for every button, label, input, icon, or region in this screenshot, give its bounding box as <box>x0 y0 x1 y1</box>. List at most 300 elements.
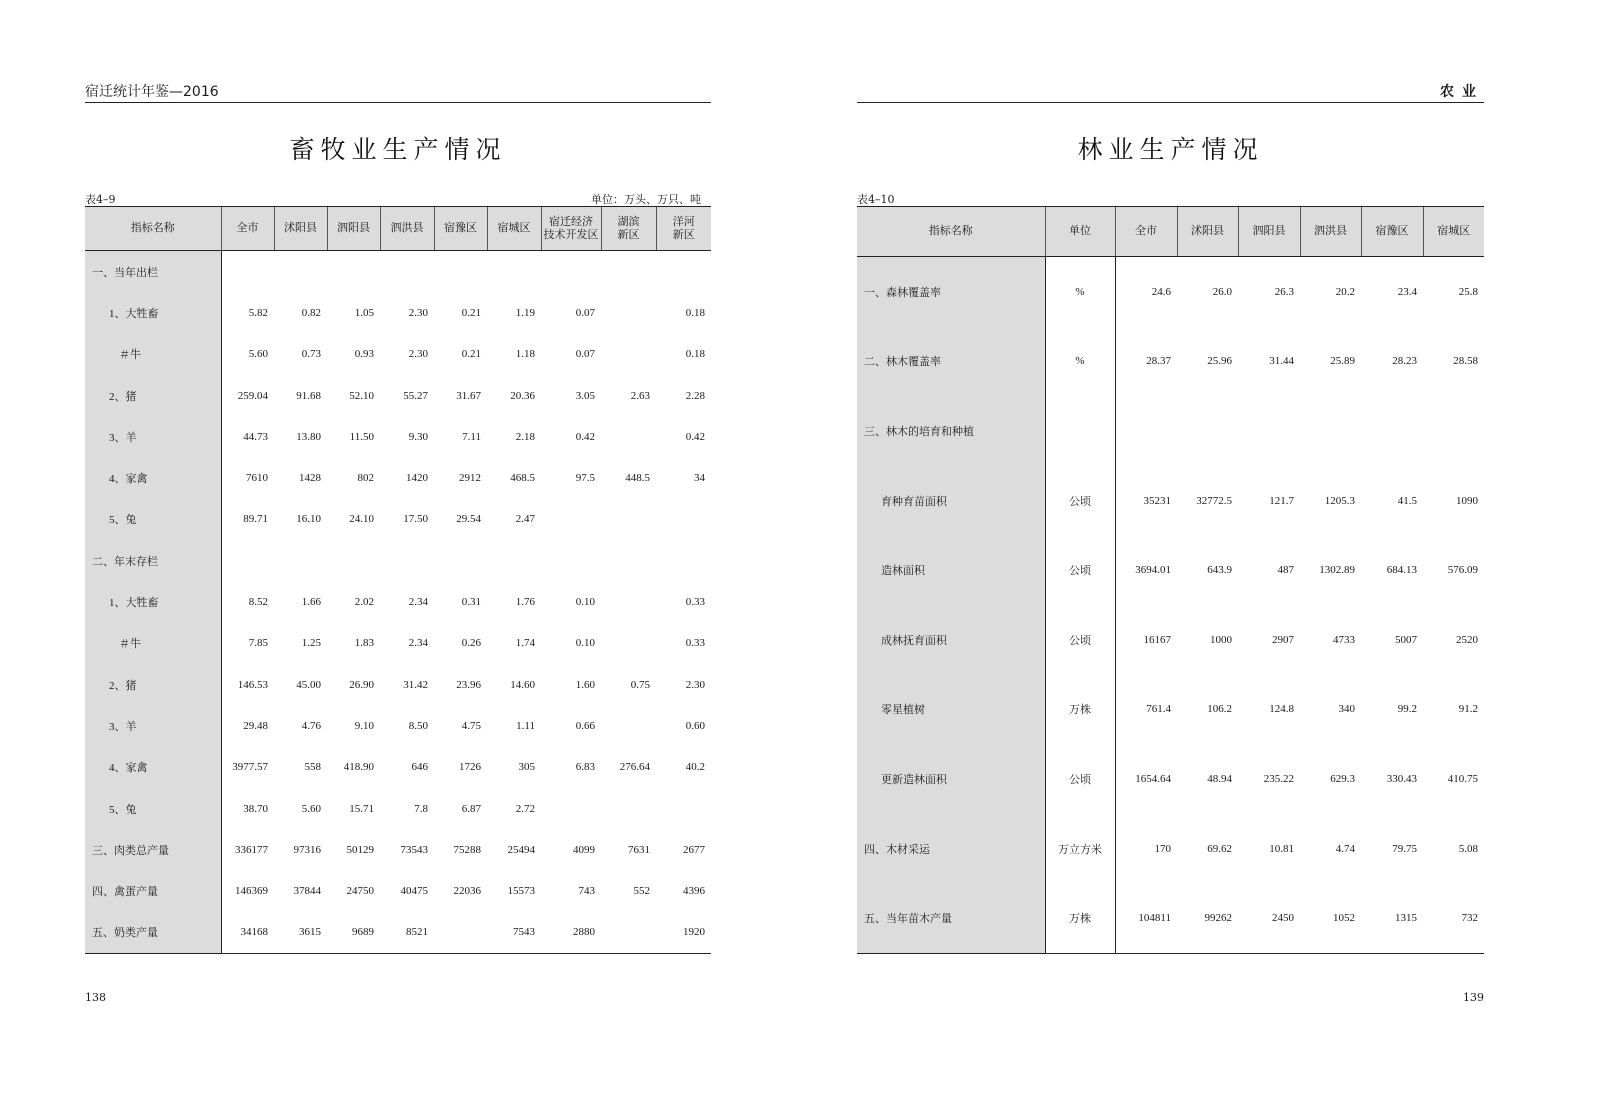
table-cell: 1.60 <box>575 678 595 691</box>
table-cell: 558 <box>304 761 321 774</box>
table-cell: 48.94 <box>1207 772 1232 785</box>
table-cell: 104811 <box>1138 912 1171 925</box>
column-header: 泗洪县 <box>380 207 434 251</box>
table-cell: 0.07 <box>575 348 595 361</box>
table-cell <box>487 540 541 581</box>
table-cell: 743 <box>578 885 595 898</box>
table-cell <box>1361 396 1423 466</box>
table-row <box>857 605 1484 675</box>
row-unit: % <box>1045 327 1115 397</box>
table-cell <box>541 251 601 292</box>
table-cell: 124.8 <box>1269 703 1294 716</box>
table-cell: 2.30 <box>685 678 705 691</box>
table-cell: 1.11 <box>516 719 535 732</box>
column-header: 宿豫区 <box>1361 207 1423 257</box>
table-cell: 3.05 <box>575 389 595 402</box>
table-cell: 41.5 <box>1397 494 1417 507</box>
table-cell: 7543 <box>513 926 535 939</box>
table-cell: 31.42 <box>403 678 428 691</box>
table-cell: 20.2 <box>1335 285 1355 298</box>
table-cell: 2.34 <box>408 596 428 609</box>
table-cell: 7631 <box>628 843 650 856</box>
table-cell: 73543 <box>400 843 428 856</box>
livestock-table <box>85 206 711 954</box>
table-cell <box>221 540 274 581</box>
table-cell: 24.6 <box>1151 285 1171 298</box>
table-cell: 55.27 <box>403 389 428 402</box>
table-row <box>85 292 711 333</box>
table-cell: 69.62 <box>1207 842 1232 855</box>
row-label: 4、家禽 <box>85 747 221 788</box>
table-cell: 25.8 <box>1458 285 1478 298</box>
forestry-table <box>857 206 1484 954</box>
table-cell: 97316 <box>293 843 321 856</box>
table-cell: 23.4 <box>1397 285 1417 298</box>
table-cell: 29.54 <box>456 513 481 526</box>
table-cell: 38.70 <box>243 802 268 815</box>
table-cell: 91.2 <box>1458 703 1478 716</box>
table-cell: 2.34 <box>408 637 428 650</box>
table-cell: 28.37 <box>1146 355 1171 368</box>
table-row <box>85 499 711 540</box>
table-cell: 9.10 <box>354 719 374 732</box>
page-number-left: 138 <box>85 991 106 1004</box>
row-label: 3、羊 <box>85 705 221 746</box>
table-cell: 5.60 <box>248 348 268 361</box>
table-cell: 2.18 <box>515 430 535 443</box>
row-label: ＃牛 <box>85 334 221 375</box>
table-cell: 75288 <box>453 843 481 856</box>
row-label: 更新造林面积 <box>857 744 1045 814</box>
table-cell: 7.11 <box>462 430 481 443</box>
table-cell: 44.73 <box>243 430 268 443</box>
table-cell: 1205.3 <box>1324 494 1355 507</box>
table-cell: 24750 <box>346 885 374 898</box>
column-header: 指标名称 <box>857 207 1045 257</box>
table-cell: 646 <box>411 761 428 774</box>
table-cell: 121.7 <box>1269 494 1294 507</box>
table-cell: 2450 <box>1272 912 1294 925</box>
left-page <box>85 0 711 1071</box>
table-cell <box>327 540 380 581</box>
table-cell: 468.5 <box>510 472 535 485</box>
table-cell: 20.36 <box>510 389 535 402</box>
table-cell: 35231 <box>1143 494 1171 507</box>
row-label: 零星植树 <box>857 675 1045 745</box>
table-cell: 305 <box>518 761 535 774</box>
row-label: 3、羊 <box>85 416 221 457</box>
table-cell: 1.05 <box>354 306 374 319</box>
table-cell: 15573 <box>507 885 535 898</box>
table-cell: 170 <box>1154 842 1171 855</box>
table-cell: 10.81 <box>1269 842 1294 855</box>
table-cell: 99262 <box>1204 912 1232 925</box>
table-cell: 3977.57 <box>232 761 268 774</box>
table-cell: 26.0 <box>1212 285 1232 298</box>
row-label: 4、家禽 <box>85 457 221 498</box>
table-number: 表4–10 <box>857 193 895 206</box>
table-cell: 4.75 <box>461 719 481 732</box>
table-cell: 40.2 <box>685 761 705 774</box>
row-label: 育种育苗面积 <box>857 466 1045 536</box>
table-cell <box>434 540 487 581</box>
row-unit: 公顷 <box>1045 535 1115 605</box>
table-cell: 1726 <box>459 761 481 774</box>
table-cell: 32772.5 <box>1196 494 1232 507</box>
table-cell <box>434 912 487 953</box>
table-cell: 0.07 <box>575 306 595 319</box>
table-row <box>85 457 711 498</box>
table-cell: 8.52 <box>248 596 268 609</box>
table-cell: 8521 <box>406 926 428 939</box>
row-label: 二、年末存栏 <box>85 540 221 581</box>
table-row <box>857 744 1484 814</box>
table-cell: 146.53 <box>237 678 268 691</box>
table-cell <box>327 251 380 292</box>
table-cell <box>380 251 434 292</box>
row-unit: 公顷 <box>1045 605 1115 675</box>
table-cell: 2.72 <box>515 802 535 815</box>
table-cell: 1920 <box>683 926 705 939</box>
table-cell: 26.3 <box>1274 285 1294 298</box>
row-unit: 万株 <box>1045 883 1115 953</box>
table-cell: 0.82 <box>301 306 321 319</box>
table-cell: 91.68 <box>296 389 321 402</box>
column-header: 泗阳县 <box>327 207 380 251</box>
table-cell: 3694.01 <box>1135 564 1171 577</box>
column-header: 泗洪县 <box>1300 207 1361 257</box>
table-cell: 31.44 <box>1269 355 1294 368</box>
table-row <box>857 883 1484 953</box>
row-label: 成林抚育面积 <box>857 605 1045 675</box>
column-header: 全市 <box>1115 207 1177 257</box>
table-row <box>85 664 711 705</box>
table-cell <box>656 788 711 829</box>
table-cell: 4.76 <box>301 719 321 732</box>
table-cell: 6.87 <box>461 802 481 815</box>
table-cell: 5007 <box>1395 633 1417 646</box>
table-cell: 487 <box>1277 564 1294 577</box>
table-cell: 17.50 <box>403 513 428 526</box>
table-row <box>857 535 1484 605</box>
table-cell: 276.64 <box>619 761 650 774</box>
table-row <box>85 375 711 416</box>
table-cell: 410.75 <box>1447 772 1478 785</box>
running-head-left: 宿迁统计年鉴—2016 <box>85 82 711 103</box>
table-cell: 4.74 <box>1335 842 1355 855</box>
table-row <box>85 334 711 375</box>
table-cell: 40475 <box>400 885 428 898</box>
page-number-right: 139 <box>1463 991 1484 1004</box>
table-cell: 23.96 <box>456 678 481 691</box>
table-cell: 0.21 <box>461 306 481 319</box>
row-label: 二、林木覆盖率 <box>857 327 1045 397</box>
table-cell: 1428 <box>299 472 321 485</box>
table-cell: 643.9 <box>1207 564 1232 577</box>
table-row <box>85 581 711 622</box>
table-cell <box>656 251 711 292</box>
table-cell: 0.75 <box>630 678 650 691</box>
table-cell: 16167 <box>1143 633 1171 646</box>
table-cell <box>601 499 656 540</box>
table-cell: 9.30 <box>408 430 428 443</box>
table-cell <box>1300 396 1361 466</box>
table-cell: 1.25 <box>301 637 321 650</box>
table-cell: 0.10 <box>575 596 595 609</box>
table-cell: 7610 <box>246 472 268 485</box>
table-cell: 0.18 <box>685 348 705 361</box>
table-cell <box>601 334 656 375</box>
table-cell: 13.80 <box>296 430 321 443</box>
row-label: 造林面积 <box>857 535 1045 605</box>
table-cell <box>601 581 656 622</box>
table-cell <box>601 623 656 664</box>
table-cell: 14.60 <box>510 678 535 691</box>
table-row <box>857 675 1484 745</box>
table-row <box>85 416 711 457</box>
right-page <box>857 0 1484 1071</box>
table-cell <box>1238 396 1300 466</box>
table-row <box>857 466 1484 536</box>
table-cell: 45.00 <box>296 678 321 691</box>
table-cell: 2.63 <box>630 389 650 402</box>
row-label: 五、奶类产量 <box>85 912 221 953</box>
table-cell: 1.66 <box>301 596 321 609</box>
table-cell: 0.33 <box>685 596 705 609</box>
table-cell: 1052 <box>1333 912 1355 925</box>
table-cell: 25.96 <box>1207 355 1232 368</box>
table-cell: 25.89 <box>1330 355 1355 368</box>
table-cell <box>1177 396 1238 466</box>
table-cell <box>601 788 656 829</box>
table-cell: 5.82 <box>248 306 268 319</box>
row-label: 5、兔 <box>85 788 221 829</box>
row-unit: 万株 <box>1045 675 1115 745</box>
column-header: 全市 <box>221 207 274 251</box>
table-row <box>85 788 711 829</box>
table-cell: 0.93 <box>354 348 374 361</box>
table-cell: 7.8 <box>414 802 428 815</box>
table-cell: 0.60 <box>685 719 705 732</box>
column-header: 泗阳县 <box>1238 207 1300 257</box>
row-label: 5、兔 <box>85 499 221 540</box>
table-cell: 2.47 <box>515 513 535 526</box>
page-title-livestock: 畜牧业生产情况 <box>289 135 507 164</box>
table-row <box>85 870 711 911</box>
table-cell: 29.48 <box>243 719 268 732</box>
table-cell: 1420 <box>406 472 428 485</box>
column-header: 洋河 新区 <box>656 207 711 251</box>
table-cell: 50129 <box>346 843 374 856</box>
table-cell: 448.5 <box>625 472 650 485</box>
table-row <box>857 396 1484 466</box>
table-cell: 2.28 <box>685 389 705 402</box>
table-cell <box>601 416 656 457</box>
table-cell <box>601 912 656 953</box>
table-cell: 1315 <box>1395 912 1417 925</box>
table-cell: 9689 <box>352 926 374 939</box>
table-cell: 418.90 <box>343 761 374 774</box>
row-label: 2、猪 <box>85 664 221 705</box>
table-cell <box>274 540 327 581</box>
table-row <box>857 327 1484 397</box>
table-cell: 0.10 <box>575 637 595 650</box>
table-cell: 0.33 <box>685 637 705 650</box>
table-cell: 2677 <box>683 843 705 856</box>
table-cell: 330.43 <box>1386 772 1417 785</box>
row-unit: 公顷 <box>1045 466 1115 536</box>
table-cell: 2907 <box>1272 633 1294 646</box>
table-row <box>85 623 711 664</box>
table-cell <box>601 292 656 333</box>
table-cell: 34168 <box>240 926 268 939</box>
table-cell: 1000 <box>1210 633 1232 646</box>
column-header: 宿城区 <box>1423 207 1484 257</box>
table-cell <box>1115 396 1177 466</box>
table-cell: 552 <box>633 885 650 898</box>
table-cell: 2880 <box>573 926 595 939</box>
table-cell: 1.83 <box>354 637 374 650</box>
table-cell: 28.58 <box>1453 355 1478 368</box>
table-cell <box>601 251 656 292</box>
table-cell <box>601 540 656 581</box>
column-header: 宿豫区 <box>434 207 487 251</box>
table-cell: 1654.64 <box>1135 772 1171 785</box>
table-cell <box>434 251 487 292</box>
table-row <box>857 257 1484 327</box>
table-cell: 0.26 <box>461 637 481 650</box>
table-cell: 4733 <box>1333 633 1355 646</box>
row-label: 五、当年苗木产量 <box>857 883 1045 953</box>
table-cell: 2.30 <box>408 348 428 361</box>
table-cell: 1.76 <box>515 596 535 609</box>
table-cell: 761.4 <box>1146 703 1171 716</box>
table-cell: 25494 <box>507 843 535 856</box>
row-label: 一、当年出栏 <box>85 251 221 292</box>
row-label: 四、禽蛋产量 <box>85 870 221 911</box>
table-cell: 2.02 <box>354 596 374 609</box>
table-cell <box>656 499 711 540</box>
column-header: 单位 <box>1045 207 1115 257</box>
table-cell: 5.60 <box>301 802 321 815</box>
row-label: 三、林木的培育和种植 <box>857 396 1045 466</box>
table-cell: 4396 <box>683 885 705 898</box>
table-cell: 0.31 <box>461 596 481 609</box>
table-cell: 684.13 <box>1386 564 1417 577</box>
table-cell: 340 <box>1338 703 1355 716</box>
row-label: 1、大牲畜 <box>85 581 221 622</box>
row-label: 1、大牲畜 <box>85 292 221 333</box>
table-cell: 15.71 <box>349 802 374 815</box>
running-head-right: 农业 <box>857 82 1484 103</box>
table-cell <box>487 251 541 292</box>
table-cell: 0.42 <box>685 430 705 443</box>
row-unit <box>1045 396 1115 466</box>
table-cell: 732 <box>1461 912 1478 925</box>
table-cell <box>221 251 274 292</box>
table-row <box>85 251 711 292</box>
table-cell <box>541 499 601 540</box>
table-cell: 146369 <box>235 885 268 898</box>
table-row <box>85 747 711 788</box>
table-cell: 26.90 <box>349 678 374 691</box>
table-cell: 629.3 <box>1330 772 1355 785</box>
row-label: 一、森林覆盖率 <box>857 257 1045 327</box>
table-cell: 11.50 <box>349 430 374 443</box>
table-cell: 34 <box>694 472 705 485</box>
table-cell: 259.04 <box>237 389 268 402</box>
table-cell: 52.10 <box>349 389 374 402</box>
table-row <box>85 705 711 746</box>
table-cell: 0.42 <box>575 430 595 443</box>
table-cell: 4099 <box>573 843 595 856</box>
row-unit: % <box>1045 257 1115 327</box>
table-cell: 22036 <box>453 885 481 898</box>
table-cell: 2520 <box>1456 633 1478 646</box>
table-cell: 1302.89 <box>1319 564 1355 577</box>
row-label: 四、木材采运 <box>857 814 1045 884</box>
table-cell <box>656 540 711 581</box>
table-cell: 37844 <box>293 885 321 898</box>
table-cell: 0.73 <box>301 348 321 361</box>
table-row <box>85 540 711 581</box>
table-row <box>85 829 711 870</box>
table-cell <box>541 788 601 829</box>
column-header: 指标名称 <box>85 207 221 251</box>
table-cell: 0.21 <box>461 348 481 361</box>
table-cell: 3615 <box>299 926 321 939</box>
table-cell: 1.18 <box>515 348 535 361</box>
column-header: 宿城区 <box>487 207 541 251</box>
table-number: 表4–9 <box>85 193 116 206</box>
row-label: 三、肉类总产量 <box>85 829 221 870</box>
table-cell: 0.66 <box>575 719 595 732</box>
table-cell: 1090 <box>1456 494 1478 507</box>
column-header: 沭阳县 <box>274 207 327 251</box>
table-cell: 2.30 <box>408 306 428 319</box>
column-header: 湖滨 新区 <box>601 207 656 251</box>
table-cell <box>1423 396 1484 466</box>
table-cell: 336177 <box>235 843 268 856</box>
table-cell: 5.08 <box>1458 842 1478 855</box>
column-header: 宿迁经济 技术开发区 <box>541 207 601 251</box>
table-cell: 1.74 <box>515 637 535 650</box>
table-cell: 7.85 <box>248 637 268 650</box>
table-cell: 8.50 <box>408 719 428 732</box>
column-header: 沭阳县 <box>1177 207 1238 257</box>
table-row <box>85 912 711 953</box>
table-cell: 802 <box>357 472 374 485</box>
row-label: ＃牛 <box>85 623 221 664</box>
table-cell <box>274 251 327 292</box>
table-cell <box>541 540 601 581</box>
table-cell: 2912 <box>459 472 481 485</box>
table-cell: 235.22 <box>1263 772 1294 785</box>
table-cell: 576.09 <box>1447 564 1478 577</box>
unit-note: 单位：万头、万只、吨 <box>591 193 701 206</box>
row-unit: 万立方米 <box>1045 814 1115 884</box>
table-cell: 24.10 <box>349 513 374 526</box>
table-cell <box>601 705 656 746</box>
row-label: 2、猪 <box>85 375 221 416</box>
table-cell: 99.2 <box>1397 703 1417 716</box>
table-cell: 16.10 <box>296 513 321 526</box>
row-unit: 公顷 <box>1045 744 1115 814</box>
table-cell: 0.18 <box>685 306 705 319</box>
page-title-forestry: 林业生产情况 <box>1077 135 1264 164</box>
table-cell: 6.83 <box>575 761 595 774</box>
table-cell: 1.19 <box>515 306 535 319</box>
